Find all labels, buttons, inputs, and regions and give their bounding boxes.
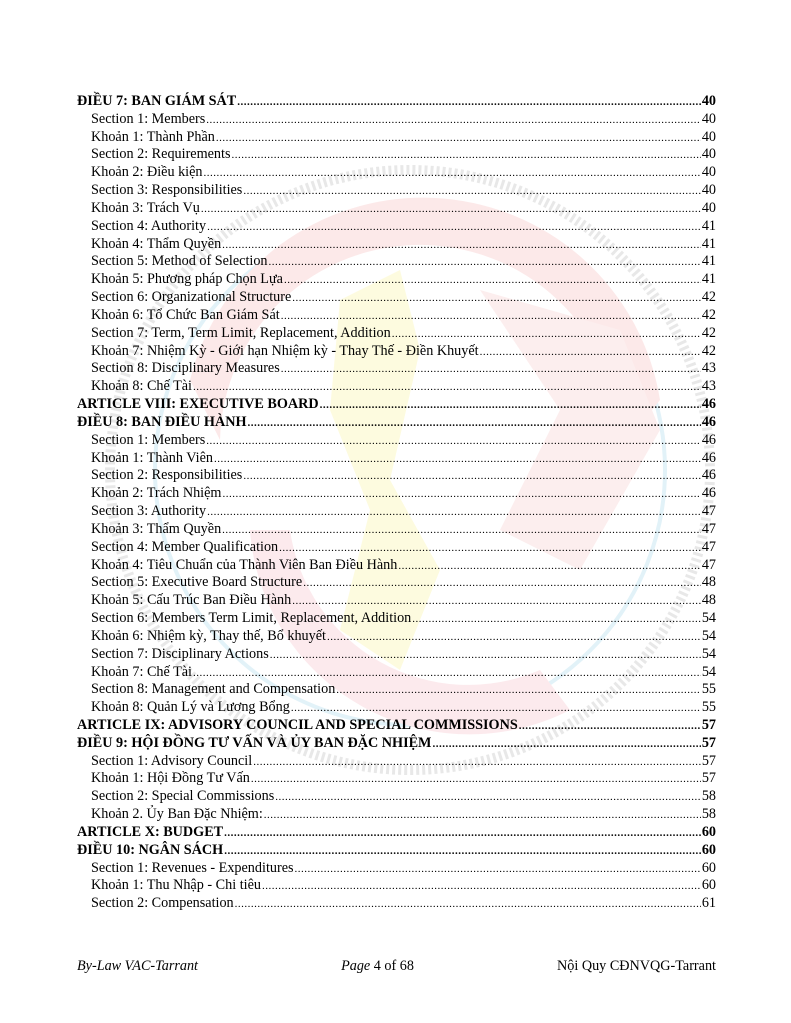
toc-entry-page: 57 [701,734,716,751]
dot-leader [243,182,700,201]
toc-entry-title: Khoản 8: Quản Lý và Lương Bổng [91,699,290,716]
toc-entry-page: 46 [701,396,716,413]
toc-entry-title: Khoản 1: Thành Viên [91,449,213,466]
toc-entry-title: Khoản 2: Trách Nhiệm [91,485,222,502]
toc-entry-title: Section 3: Authority [91,503,207,520]
toc-entry[interactable] [77,521,716,539]
dot-leader [253,753,701,772]
toc-entry[interactable] [77,860,716,878]
toc-entry-title: Khoản 4: Thẩm Quyền [91,235,222,252]
toc-entry-page: 46 [701,413,716,430]
toc-entry[interactable] [77,146,716,164]
toc-entry-title: Khoản 6: Nhiệm kỳ, Thay thế, Bổ khuyết [91,627,326,644]
toc-entry-title: ARTICLE X: BUDGET [77,823,224,840]
toc-entry-page: 40 [701,146,716,163]
toc-entry[interactable] [77,610,716,628]
toc-entry-title: Section 4: Authority [91,217,207,234]
toc-entry-title: Khoản 1: Thu Nhập - Chi tiêu [91,877,261,894]
toc-entry-page: 48 [701,592,716,609]
toc-entry[interactable] [77,467,716,485]
dot-leader [412,610,701,629]
toc-entry-page: 47 [701,503,716,520]
dot-leader [292,289,701,308]
toc-entry[interactable] [77,681,716,699]
toc-entry-page: 42 [701,306,716,323]
toc-entry[interactable] [77,253,716,271]
toc-entry-title: Khoản 5: Phương pháp Chọn Lựa [91,271,283,288]
toc-entry-page: 40 [701,110,716,127]
toc-entry[interactable] [77,574,716,592]
dot-leader [214,450,701,469]
dot-leader [269,253,701,272]
footer-right: Nội Quy CĐNVQG-Tarrant [557,958,716,974]
toc-entry-title: Khoản 7: Nhiệm Kỳ - Giới hạn Nhiệm kỳ - Thay Thế - Điền Khuyết [91,342,479,359]
toc-entry[interactable] [77,753,716,771]
toc-entry-title: Section 3: Responsibilities [91,182,243,199]
toc-entry-title: Khoản 8: Chế Tài [91,378,193,395]
toc-entry-title: Khoản 3: Trách Vụ [91,199,200,216]
dot-leader [262,877,701,896]
toc-entry-title: Khoản 1: Hội Đồng Tư Vấn [91,770,250,787]
toc-entry[interactable] [77,485,716,503]
toc-entry[interactable] [77,325,716,343]
toc-entry-title: Khoản 7: Chế Tài [91,663,193,680]
toc-entry-page: 54 [701,645,716,662]
toc-entry-title: Section 5: Executive Board Structure [91,574,303,591]
toc-entry-page: 46 [701,467,716,484]
dot-leader [251,770,701,789]
toc-entry-title: ARTICLE IX: ADVISORY COUNCIL AND SPECIAL COMMISSIONS [77,716,518,733]
toc-entry-title: ARTICLE VIII: EXECUTIVE BOARD [77,396,319,413]
dot-leader [224,824,701,843]
dot-leader [279,539,701,558]
toc-heading-entry[interactable] [77,842,716,860]
toc-entry-title: Section 4: Member Qualification [91,538,279,555]
footer-page-number: Page 4 of 68 [341,958,414,974]
dot-leader [281,360,701,379]
toc-entry-page: 60 [701,877,716,894]
dot-leader [193,664,701,683]
toc-entry-title: Section 1: Members [91,431,206,448]
toc-entry-page: 54 [701,610,716,627]
toc-entry-page: 43 [701,378,716,395]
toc-entry-page: 41 [701,271,716,288]
dot-leader [247,414,700,433]
dot-leader [320,396,701,415]
toc-entry-title: Khoản 1: Thành Phần [91,128,215,145]
dot-leader [207,503,701,522]
toc-entry[interactable] [77,271,716,289]
toc-entry-page: 57 [701,770,716,787]
toc-entry[interactable] [77,877,716,895]
toc-entry-title: Section 1: Advisory Council [91,752,253,769]
dot-leader [206,111,701,130]
dot-leader [235,895,701,914]
toc-entry-page: 48 [701,574,716,591]
toc-heading-entry[interactable] [77,396,716,414]
dot-leader [224,842,701,861]
dot-leader [432,735,700,754]
toc-entry[interactable] [77,343,716,361]
toc-heading-entry[interactable] [77,717,716,735]
dot-leader [480,343,701,362]
toc-entry-title: Section 6: Members Term Limit, Replacement, Addition [91,610,412,627]
toc-entry[interactable] [77,200,716,218]
toc-entry-title: Khoản 2. Ủy Ban Đặc Nhiệm: [91,806,263,823]
footer-left: By-Law VAC-Tarrant [77,958,199,974]
toc-entry-title: ĐIỀU 10: NGÂN SÁCH [77,841,224,858]
toc-entry[interactable] [77,111,716,129]
dot-leader [284,271,701,290]
dot-leader [303,574,701,593]
toc-entry[interactable] [77,699,716,717]
toc-entry-title: Section 7: Term, Term Limit, Replacement, Addition [91,324,391,341]
toc-entry-page: 46 [701,485,716,502]
toc-entry-page: 40 [701,93,716,109]
toc-entry-title: Khoản 2: Điều kiện [91,164,203,181]
dot-leader [193,378,701,397]
toc-entry-page: 58 [701,788,716,805]
dot-leader [201,200,701,219]
toc-entry[interactable] [77,450,716,468]
toc-entry[interactable] [77,788,716,806]
toc-entry[interactable] [77,182,716,200]
toc-entry-page: 57 [701,716,716,733]
toc-entry-page: 47 [701,520,716,537]
toc-entry-title: Section 2: Compensation [91,895,234,912]
dot-leader [292,592,701,611]
toc-entry[interactable] [77,378,716,396]
toc-entry[interactable] [77,592,716,610]
table-of-contents [77,93,716,913]
dot-leader [327,628,701,647]
toc-entry-page: 46 [701,449,716,466]
dot-leader [392,325,701,344]
toc-entry[interactable] [77,236,716,254]
toc-entry-page: 41 [701,217,716,234]
toc-entry[interactable] [77,770,716,788]
toc-entry-title: Khoản 3: Thẩm Quyền [91,520,222,537]
toc-entry-title: Khoản 6: Tổ Chức Ban Giám Sát [91,306,280,323]
toc-entry-page: 47 [701,538,716,555]
toc-entry-title: Section 2: Special Commissions [91,788,275,805]
toc-entry-page: 41 [701,253,716,270]
dot-leader [222,521,701,540]
toc-entry-page: 46 [701,431,716,448]
dot-leader [206,432,701,451]
dot-leader [204,164,701,183]
toc-entry-page: 42 [701,289,716,306]
toc-entry[interactable] [77,164,716,182]
toc-heading-entry[interactable] [77,824,716,842]
dot-leader [216,129,701,148]
dot-leader [295,860,701,879]
toc-entry[interactable] [77,557,716,575]
toc-entry[interactable] [77,289,716,307]
dot-leader [237,93,701,112]
toc-entry[interactable] [77,539,716,557]
toc-heading-entry[interactable] [77,414,716,432]
toc-entry-title: Section 6: Organizational Structure [91,289,292,306]
dot-leader [291,699,701,718]
toc-entry[interactable] [77,218,716,236]
toc-entry-page: 60 [701,823,716,840]
toc-entry-page: 55 [701,699,716,716]
toc-entry-title: ĐIỀU 9: HỘI ĐỒNG TƯ VẤN VÀ ỦY BAN ĐẶC NHIỆM [77,734,432,751]
toc-entry-page: 58 [701,806,716,823]
toc-entry-page: 42 [701,324,716,341]
toc-entry-page: 40 [701,128,716,145]
toc-entry-page: 41 [701,235,716,252]
toc-entry-page: 47 [701,556,716,573]
dot-leader [270,646,701,665]
toc-entry-title: Section 8: Disciplinary Measures [91,360,280,377]
toc-entry[interactable] [77,432,716,450]
toc-entry[interactable] [77,806,716,824]
toc-heading-entry[interactable] [77,735,716,753]
dot-leader [207,218,701,237]
toc-entry[interactable] [77,646,716,664]
dot-leader [232,146,701,165]
toc-entry-page: 40 [701,199,716,216]
dot-leader [275,788,701,807]
toc-entry-page: 42 [701,342,716,359]
toc-entry-title: Khoản 5: Cấu Trúc Ban Điều Hành [91,592,292,609]
toc-entry-title: Section 2: Requirements [91,146,231,163]
toc-entry[interactable] [77,664,716,682]
toc-entry-title: Section 8: Management and Compensation [91,681,336,698]
toc-heading-entry[interactable] [77,93,716,111]
toc-entry-page: 40 [701,182,716,199]
page-footer [77,958,716,975]
toc-entry[interactable] [77,307,716,325]
dot-leader [243,467,700,486]
toc-entry[interactable] [77,360,716,378]
toc-entry-title: Khoản 4: Tiêu Chuẩn của Thành Viên Ban Điều Hành [91,556,398,573]
toc-entry-title: Section 5: Method of Selection [91,253,268,270]
toc-entry-page: 61 [701,895,716,912]
toc-entry-title: ĐIỀU 7: BAN GIÁM SÁT [77,93,237,109]
dot-leader [398,557,700,576]
toc-entry-page: 54 [701,663,716,680]
toc-entry-page: 43 [701,360,716,377]
toc-entry[interactable] [77,895,716,913]
toc-entry-page: 40 [701,164,716,181]
toc-entry-page: 55 [701,681,716,698]
toc-entry-page: 57 [701,752,716,769]
toc-entry-page: 60 [701,859,716,876]
toc-entry-title: ĐIỀU 8: BAN ĐIỀU HÀNH [77,413,247,430]
dot-leader [281,307,701,326]
toc-entry-page: 60 [701,841,716,858]
toc-entry-title: Section 1: Members [91,110,206,127]
toc-entry-page: 54 [701,627,716,644]
toc-entry[interactable] [77,628,716,646]
dot-leader [264,806,701,825]
toc-entry-title: Section 1: Revenues - Expenditures [91,859,294,876]
toc-entry[interactable] [77,503,716,521]
dot-leader [336,681,701,700]
dot-leader [519,717,701,736]
toc-entry[interactable] [77,129,716,147]
dot-leader [222,485,700,504]
toc-entry-title: Section 7: Disciplinary Actions [91,645,269,662]
toc-entry-title: Section 2: Responsibilities [91,467,243,484]
dot-leader [222,236,701,255]
